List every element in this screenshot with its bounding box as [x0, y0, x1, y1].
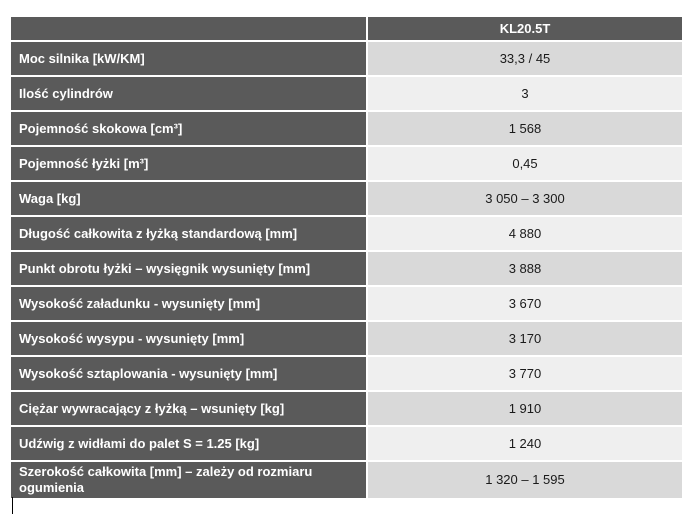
table-row — [11, 76, 682, 111]
row-label — [11, 321, 367, 356]
table-row — [11, 146, 682, 181]
row-label — [11, 216, 367, 251]
row-value: 3 170 — [367, 321, 682, 356]
row-value: 33,3 / 45 — [367, 41, 682, 76]
table-row — [11, 356, 682, 391]
row-label — [11, 251, 367, 286]
table-row — [11, 41, 682, 76]
row-label-text: Pojemność łyżki [m³] — [19, 155, 149, 171]
row-value: 1 320 – 1 595 — [367, 461, 682, 499]
table-row — [11, 391, 682, 426]
specifications-table — [11, 17, 682, 500]
row-label-text: Wysokość sztaplowania - wysunięty [mm] — [19, 365, 278, 381]
row-value: 3 050 – 3 300 — [367, 181, 682, 216]
row-label-text: Udźwig z widłami do palet S = 1.25 [kg] — [19, 435, 260, 451]
text-cursor — [12, 497, 13, 514]
row-label-text: Wysokość załadunku - wysunięty [mm] — [19, 295, 261, 311]
row-value: 1 568 — [367, 111, 682, 146]
row-label-text: Szerokość całkowita [mm] – zależy od rozmiaru ogumienia — [19, 464, 313, 495]
row-label — [11, 356, 367, 391]
row-value: 1 240 — [367, 426, 682, 461]
table-row — [11, 321, 682, 356]
row-value: 3 770 — [367, 356, 682, 391]
row-label-text: Ciężar wywracający z łyżką – wsunięty [kg] — [19, 400, 285, 416]
table-row — [11, 111, 682, 146]
table-header-row — [11, 17, 682, 41]
row-value: 3 — [367, 76, 682, 111]
row-value: 4 880 — [367, 216, 682, 251]
row-label — [11, 181, 367, 216]
header-label-cell — [11, 17, 367, 41]
row-label — [11, 111, 367, 146]
row-label-text: Wysokość wysypu - wysunięty [mm] — [19, 330, 245, 346]
row-value: 3 888 — [367, 251, 682, 286]
table-row — [11, 251, 682, 286]
row-label — [11, 391, 367, 426]
row-value: 3 670 — [367, 286, 682, 321]
row-label-text: Długość całkowita z łyżką standardową [mm] — [19, 225, 298, 241]
row-label — [11, 146, 367, 181]
row-value: 0,45 — [367, 146, 682, 181]
table-row — [11, 286, 682, 321]
table-row — [11, 181, 682, 216]
row-label — [11, 76, 367, 111]
row-label — [11, 41, 367, 76]
row-label-text: Waga [kg] — [19, 190, 81, 206]
row-label — [11, 426, 367, 461]
row-label — [11, 286, 367, 321]
row-label-text: Moc silnika [kW/KM] — [19, 50, 145, 66]
row-value: 1 910 — [367, 391, 682, 426]
row-label-text: Punkt obrotu łyżki – wysięgnik wysunięty [mm] — [19, 260, 311, 276]
table-row — [11, 216, 682, 251]
table-row — [11, 426, 682, 461]
header-model-cell: KL20.5T — [367, 17, 682, 41]
row-label-text: Ilość cylindrów — [19, 85, 113, 101]
row-label — [11, 461, 367, 499]
table-row — [11, 461, 682, 499]
row-label-text: Pojemność skokowa [cm³] — [19, 120, 183, 136]
